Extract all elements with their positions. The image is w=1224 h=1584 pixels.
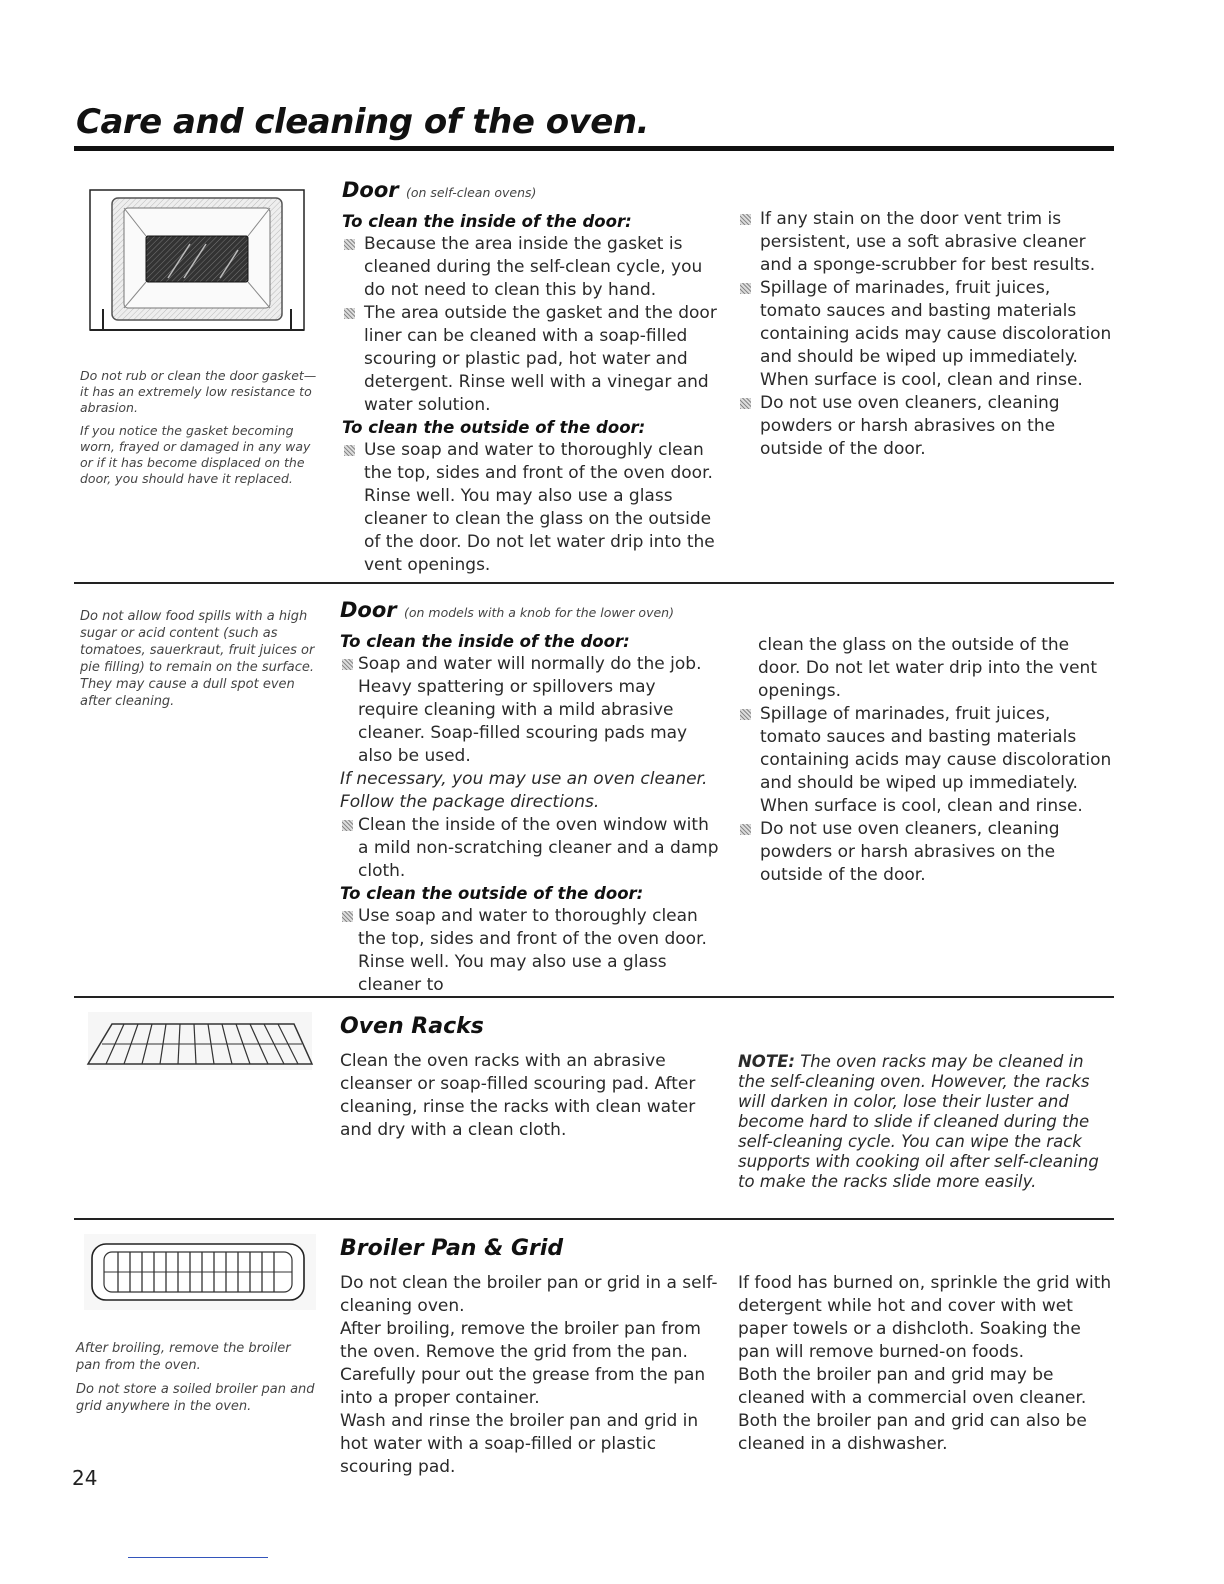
broiler-paragraph: Do not clean the broiler pan or grid in a self-cleaning oven. — [340, 1273, 718, 1316]
list-item — [738, 703, 1113, 818]
list-item — [342, 233, 717, 302]
bullet-icon — [740, 824, 751, 835]
broiler-paragraph: Both the broiler pan and grid can also be cleaned in a dishwasher. — [738, 1411, 1087, 1454]
inside-door-subheading: To clean the inside of the door: — [342, 212, 632, 231]
bullet-text: Because the area inside the gasket is cleaned during the self-clean cycle, you do not need to clean this by hand. — [364, 234, 703, 300]
oven-cleaner-note: If necessary, you may use an oven cleaner. Follow the package directions. — [340, 769, 708, 812]
outside-door-subheading: To clean the outside of the door: — [342, 418, 646, 437]
section-divider — [74, 996, 1114, 998]
bullet-icon — [740, 709, 751, 720]
bullet-text: Spillage of marinades, fruit juices, tomato sauces and basting materials containing acids may cause discoloration and should be wiped up immediately. When surface is cool, clean and rinse. — [760, 278, 1112, 390]
section-divider — [74, 1218, 1114, 1220]
oven-rack-illustration — [84, 1010, 316, 1076]
page-number: 24 — [72, 1466, 98, 1490]
door-knob-left-column — [340, 598, 720, 997]
door-knob-right-column — [738, 634, 1113, 887]
door-heading-note: (on models with a knob for the lower oven) — [403, 605, 674, 620]
oven-racks-left-column — [340, 1014, 720, 1142]
door-selfclean-left-column — [342, 178, 717, 577]
outside-door-subheading: To clean the outside of the door: — [340, 884, 644, 903]
broiler-right-column — [738, 1272, 1113, 1456]
bullet-icon — [740, 398, 751, 409]
bullet-text: Clean the inside of the oven window with a mild non-scratching cleaner and a damp cloth. — [358, 815, 719, 881]
bullet-text: Spillage of marinades, fruit juices, tomato sauces and basting materials containing acids may cause discoloration and should be wiped up immediately. When surface is cool, clean and rinse. — [760, 704, 1112, 816]
sidebar-note: Do not rub or clean the door gasket— it has an extremely low resistance to abrasion. — [80, 368, 317, 415]
bullet-icon — [344, 239, 355, 250]
list-item — [342, 302, 717, 417]
bullet-text: If any stain on the door vent trim is persistent, use a soft abrasive cleaner and a sponge-scrubber for best results. — [760, 209, 1096, 275]
broiler-sidebar — [76, 1340, 316, 1422]
continued-text: clean the glass on the outside of the door. Do not let water drip into the vent openings. — [758, 635, 1097, 701]
bullet-icon — [740, 214, 751, 225]
section-heading — [340, 598, 720, 625]
door-heading: Door — [342, 178, 399, 202]
broiler-paragraph: Wash and rinse the broiler pan and grid in hot water with a soap-filled or plastic scouring pad. — [340, 1411, 699, 1477]
bullet-icon — [342, 911, 353, 922]
list-item — [342, 439, 717, 577]
oven-racks-body: Clean the oven racks with an abrasive cleanser or soap-filled scouring pad. After cleaning, rinse the racks with clean water and dry with a clean cloth. — [340, 1051, 696, 1140]
oven-rack-icon — [84, 1010, 316, 1076]
sidebar-note: Do not store a soiled broiler pan and grid anywhere in the oven. — [76, 1382, 315, 1414]
bullet-icon — [344, 308, 355, 319]
bullet-text: Use soap and water to thoroughly clean the top, sides and front of the oven door. Rinse well. You may also use a glass cleaner to clean the glass on the outside of the door. Do not let water drip into the vent openings. — [364, 440, 715, 575]
section-heading — [342, 178, 717, 205]
bullet-text: Do not use oven cleaners, cleaning powders or harsh abrasives on the outside of the door. — [760, 819, 1060, 885]
list-item — [738, 208, 1113, 277]
note-label: NOTE: — [738, 1052, 795, 1071]
footer-link-line — [128, 1557, 268, 1558]
title-rule — [74, 146, 1114, 151]
door-gasket-sidebar — [80, 368, 325, 494]
oven-door-illustration — [88, 184, 308, 334]
broiler-pan-icon — [84, 1234, 316, 1310]
bullet-icon — [344, 445, 355, 456]
bullet-text: Soap and water will normally do the job. Heavy spattering or spillovers may require cleaning with a mild abrasive cleaner. Soap-filled scouring pads may also be used. — [358, 654, 702, 766]
section-divider — [74, 582, 1114, 584]
broiler-paragraph: Both the broiler pan and grid may be cleaned with a commercial oven cleaner. — [738, 1365, 1087, 1408]
note-text: The oven racks may be cleaned in the self-cleaning oven. However, the racks will darken in color, lose their luster and become hard to slide if cleaned during the self-cleaning cycle. You can wipe the rack supports with cooking oil after self-cleaning to make the racks slide more easily. — [738, 1052, 1099, 1191]
broiler-left-column — [340, 1236, 720, 1479]
oven-door-icon — [88, 184, 308, 334]
broiler-heading: Broiler Pan & Grid — [340, 1236, 564, 1261]
list-item — [738, 277, 1113, 392]
list-item — [340, 814, 720, 883]
broiler-paragraph: If food has burned on, sprinkle the grid with detergent while hot and cover with wet paper towels or a dishcloth. Soaking the pan will remove burned-on foods. — [738, 1273, 1112, 1362]
sidebar-note: If you notice the gasket becoming worn, frayed or damaged in any way or if it has become displaced on the door, you should have it replaced. — [80, 423, 311, 486]
bullet-text: The area outside the gasket and the door liner can be cleaned with a soap-filled scouring or plastic pad, hot water and detergent. Rinse well with a vinegar and water solution. — [364, 303, 717, 415]
food-spills-sidebar — [80, 608, 320, 717]
oven-racks-heading: Oven Racks — [340, 1014, 484, 1039]
inside-door-subheading: To clean the inside of the door: — [340, 632, 630, 651]
list-item — [738, 818, 1113, 887]
list-item — [340, 653, 720, 768]
door-heading: Door — [340, 598, 397, 622]
oven-racks-note — [738, 1052, 1113, 1192]
door-heading-note: (on self-clean ovens) — [405, 185, 537, 200]
sidebar-note: Do not allow food spills with a high sugar or acid content (such as tomatoes, sauerkraut, fruit juices or pie filling) to remain on the surface. They may cause a dull spot even after cleaning. — [80, 609, 315, 709]
page-title: Care and cleaning of the oven. — [76, 102, 649, 142]
bullet-icon — [342, 659, 353, 670]
bullet-icon — [740, 283, 751, 294]
bullet-text: Do not use oven cleaners, cleaning powders or harsh abrasives on the outside of the door. — [760, 393, 1060, 459]
list-item — [738, 392, 1113, 461]
list-item — [340, 905, 720, 997]
broiler-paragraph: After broiling, remove the broiler pan from the oven. Remove the grid from the pan. Carefully pour out the grease from the pan into a proper container. — [340, 1319, 706, 1408]
door-selfclean-right-column — [738, 208, 1113, 461]
broiler-pan-illustration — [84, 1234, 316, 1310]
bullet-text: Use soap and water to thoroughly clean the top, sides and front of the oven door. Rinse well. You may also use a glass cleaner to — [358, 906, 707, 995]
sidebar-note: After broiling, remove the broiler pan from the oven. — [76, 1341, 291, 1373]
bullet-icon — [342, 820, 353, 831]
